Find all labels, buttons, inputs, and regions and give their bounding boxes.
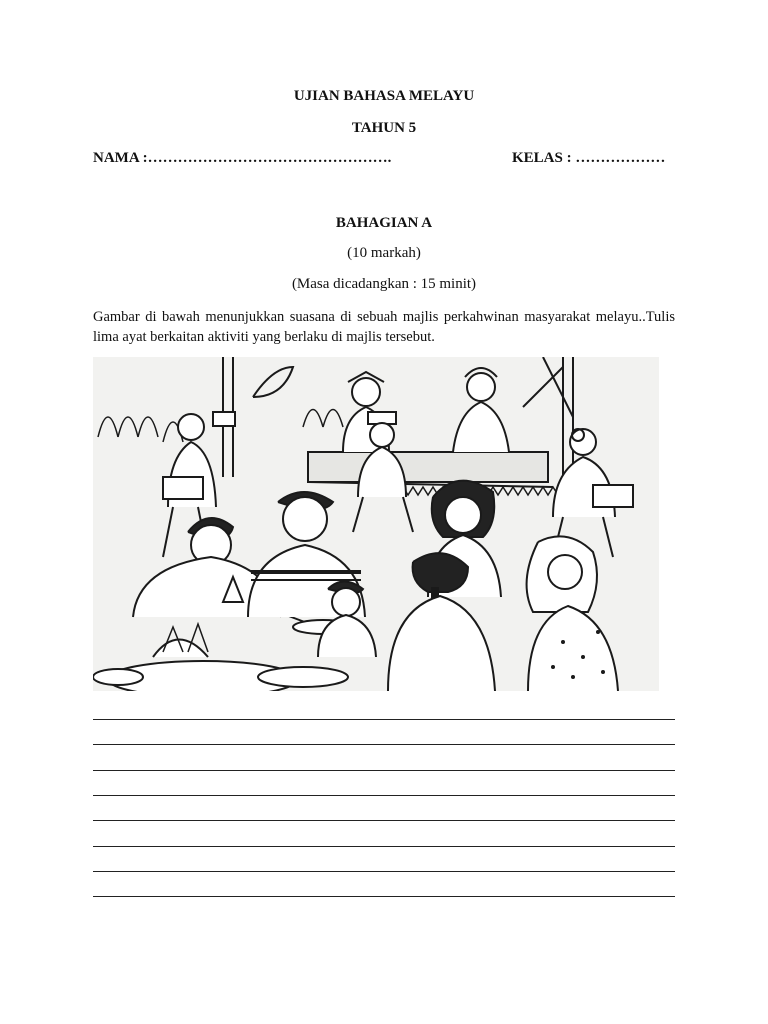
answer-line[interactable] (93, 744, 675, 745)
answer-line[interactable] (93, 770, 675, 771)
wedding-illustration (93, 357, 659, 691)
answer-line[interactable] (93, 871, 675, 872)
section-marks: (10 markah) (347, 245, 421, 261)
answer-line[interactable] (93, 896, 675, 897)
answer-line[interactable] (93, 719, 675, 720)
section-time: (Masa dicadangkan : 15 minit) (291, 276, 477, 292)
section-title: BAHAGIAN A (335, 215, 433, 231)
answer-line[interactable] (93, 846, 675, 847)
name-field-label: NAMA :…………………………………………. (93, 150, 392, 166)
instruction-text: Gambar di bawah menunjukkan suasana di sebuah majlis perkahwinan masyarakat melayu..Tulis lima ayat berkaitan aktiviti yang berlaku di majlis tersebut. (93, 309, 675, 345)
answer-line[interactable] (93, 795, 675, 796)
class-field-label: KELAS : ……………… (512, 150, 666, 166)
exam-title: UJIAN BAHASA MELAYU (293, 88, 475, 104)
exam-year: TAHUN 5 (351, 120, 417, 136)
answer-line[interactable] (93, 820, 675, 821)
